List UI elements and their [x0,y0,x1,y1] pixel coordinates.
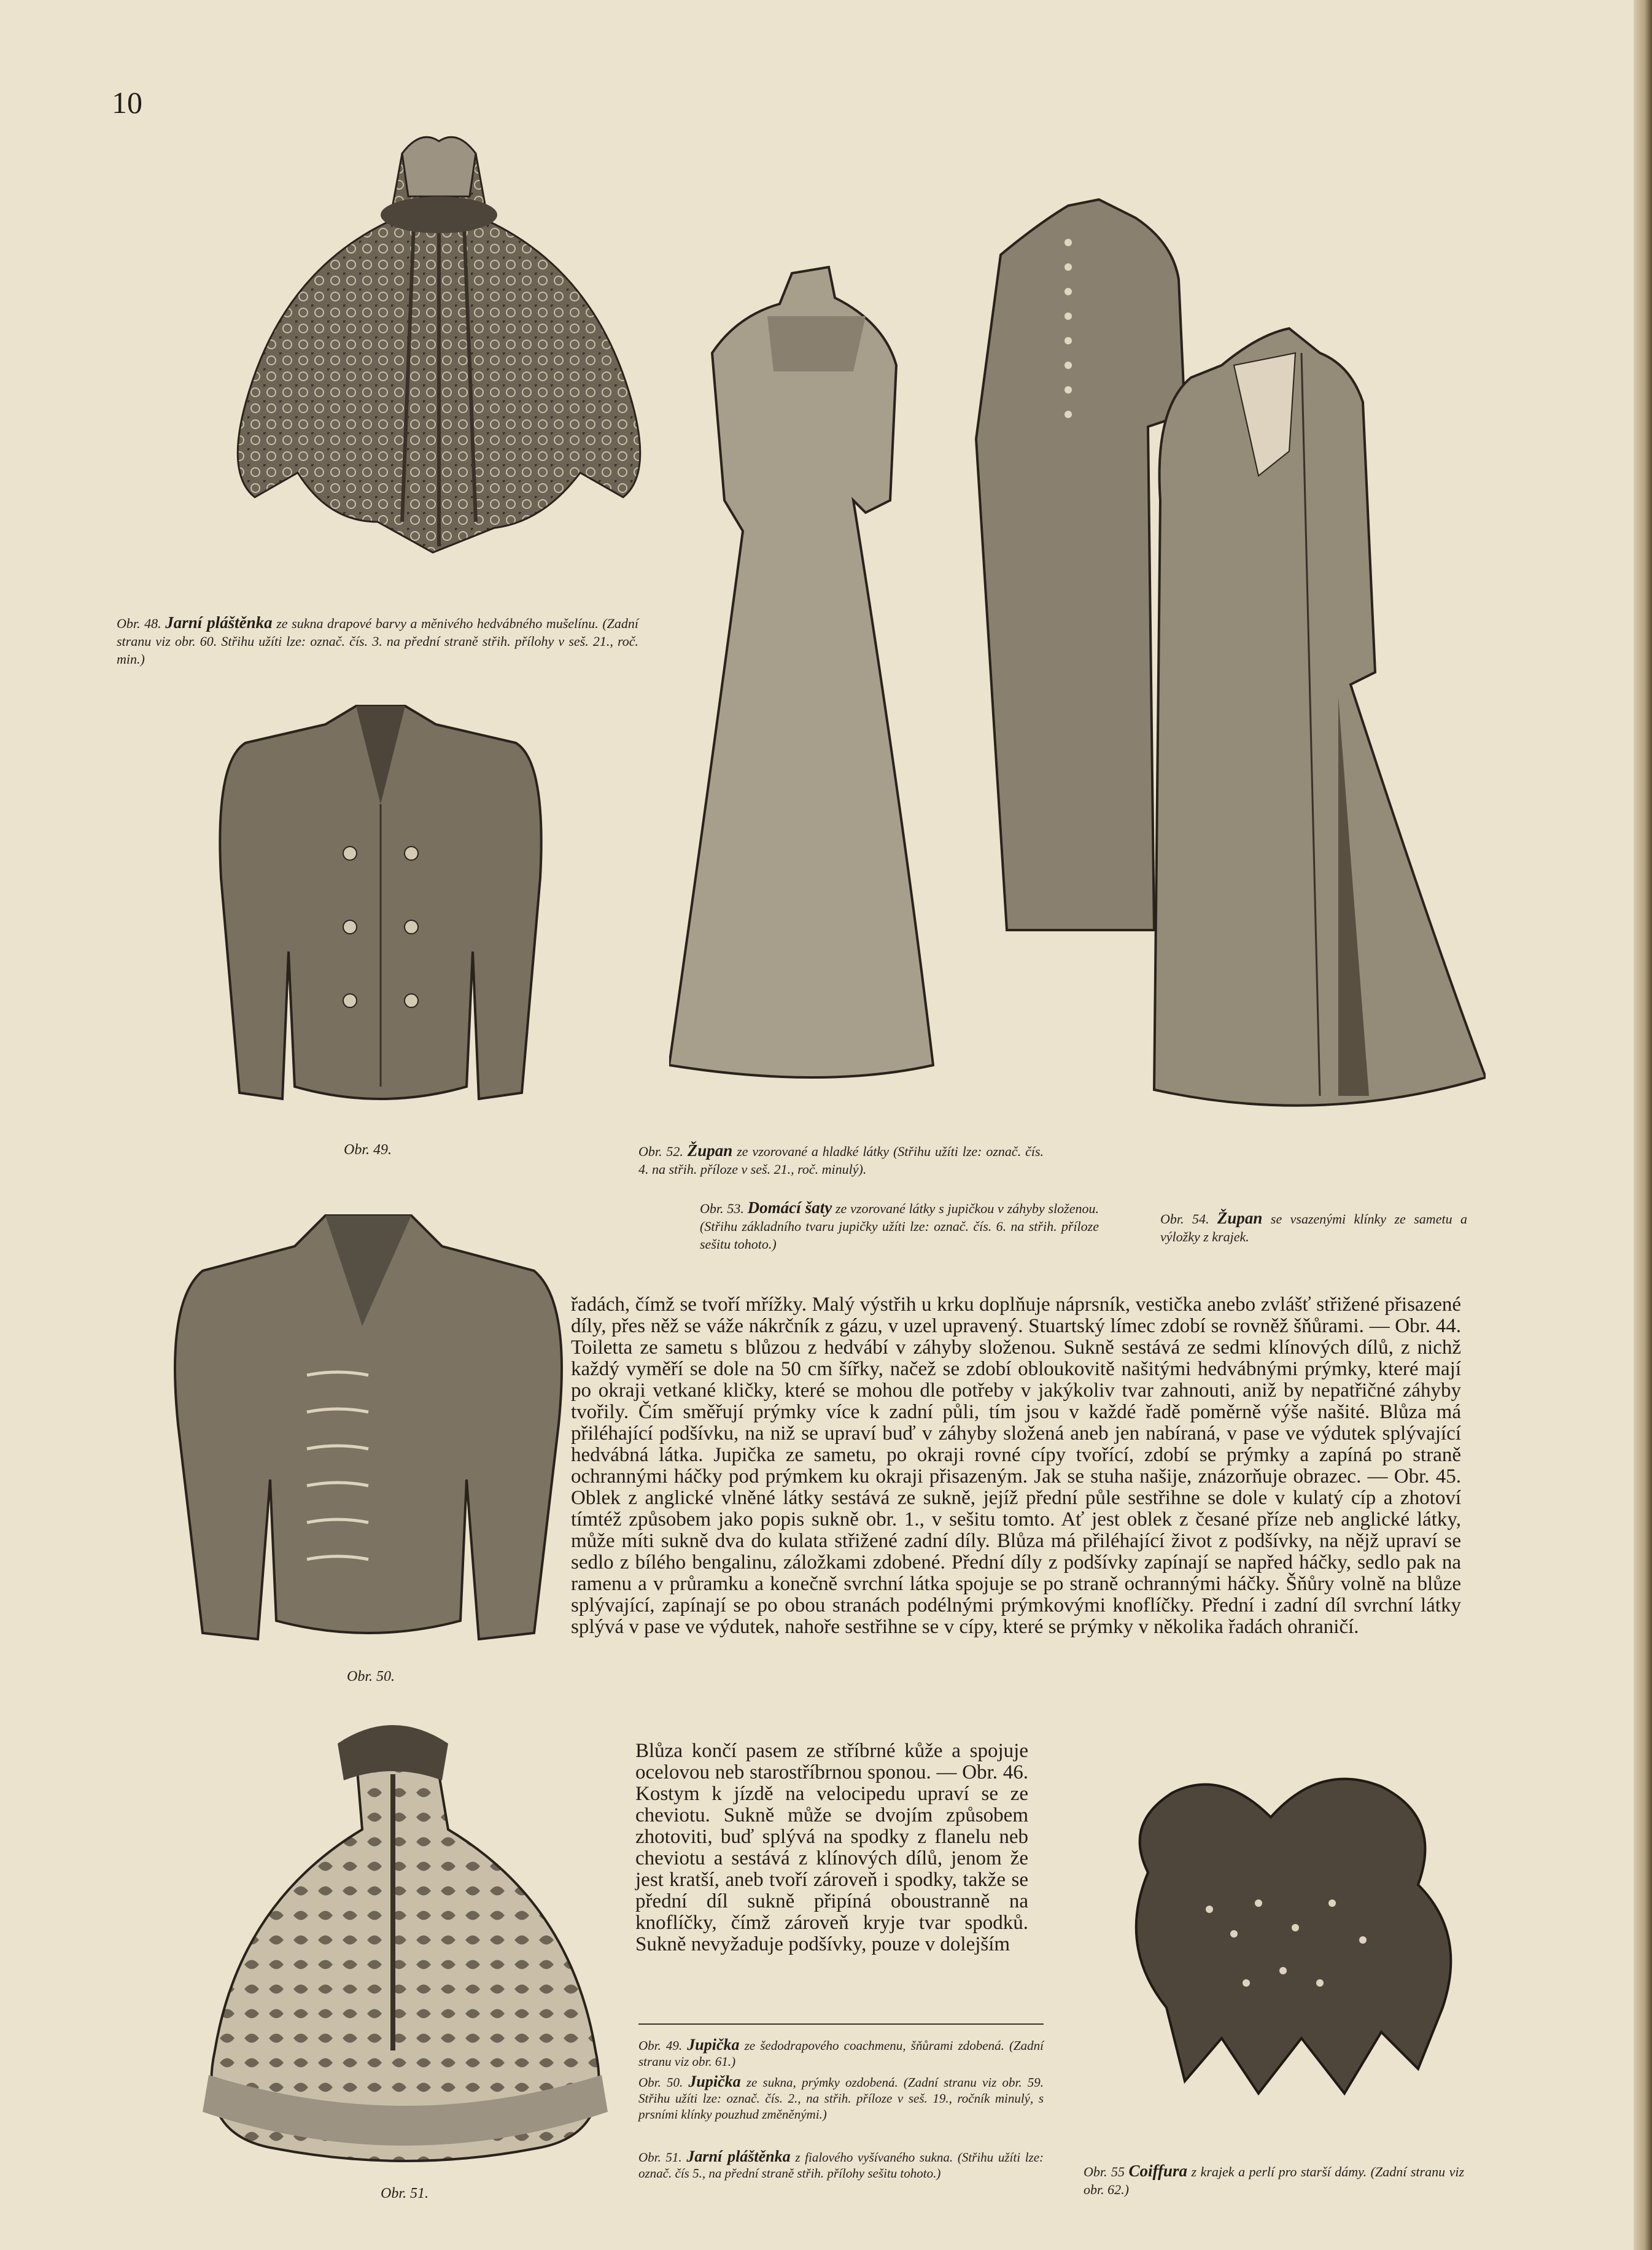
illustration-spring-cape-48 [200,129,678,571]
illustration-dressing-gowns-52-54 [669,132,1486,1139]
caption-figure-50-description: Obr. 50. Jupička ze sukna, prýmky ozdobená. (Zadní stranu viz obr. 59. Střihu užíti lze: označ. čís. 2., na střih. příloze v seš. 19., ročník minulý, s prsními klínky pouzhud změněnými.) [638,2073,1044,2122]
caption-figure-52: Obr. 52. Župan ze vzorované a hladké látky (Střihu užíti lze: označ. čís. 4. na střih. příloze v seš. 21., roč. minulý). [638,1141,1044,1177]
illustration-spring-cape-51 [190,1707,620,2173]
illustration-coiffure-55 [1099,1750,1467,2118]
page-edge-binding [1634,0,1652,2250]
illustration-jacket-50 [166,1191,571,1658]
label-figure-51: Obr. 51. [381,2186,429,2202]
caption-figure-49-description: Obr. 49. Jupička ze šedodrapového coachmenu, šňůrami zdobená. (Zadní stranu viz obr. 61.) [638,2036,1044,2069]
caption-figure-48: Obr. 48. Jarní pláštěnka ze sukna drapové barvy a měnivého hedvábného mušelínu. (Zadní stranu viz obr. 60. Střihu užíti lze: označ. čís. 3. na přední straně střih. přílohy v seš. 21., roč. min.) [117,613,639,667]
caption-figure-55: Obr. 55 Coiffura z krajek a perlí pro starší dámy. (Zadní stranu viz obr. 62.) [1084,2162,1465,2197]
caption-figure-54: Obr. 54. Župan se vsazenými klínky ze sametu a výložky z krajek. [1160,1209,1468,1244]
illustration-jacket-49 [203,694,559,1123]
label-figure-50: Obr. 50. [347,1669,395,1685]
article-text-narrow: Blůza končí pasem ze stříbrné kůže a spojuje ocelovou neb starostříbrnou sponou. — Obr. 46. Kostym k jízdě na velocipedu upraví se ze cheviotu. Sukně může se dvojím způsobem zhotoviti, buď splývá na spodky z flanelu neb cheviotu a sestává z klínových dílů, jenom že jest kratší, aneb tvoří zároveň i spodky, takže se přední díl sukně připíná oboustranně na knoflíčky, čímž zároveň kryje tvar spodků. Sukně nevyžaduje podšívky, pouze v dolejším [635,1740,1028,1955]
page-number: 10 [112,85,142,120]
caption-figure-51-description: Obr. 51. Jarní pláštěnka z fialového vyšívaného sukna. (Střihu užíti lze: označ. čís 5., na přední straně střih. přílohy sešitu tohoto.) [638,2147,1044,2181]
caption-figure-53: Obr. 53. Domácí šaty ze vzorované látky s jupičkou v záhyby složenou. (Střihu základního tvaru jupičky užíti lze: označ. čís. 6. na střih. příloze sešitu tohoto.) [700,1198,1099,1252]
article-text-wide: řadách, čímž se tvoří mřížky. Malý výstřih u krku doplňuje náprsník, vestička anebo zvlášť střižené přisazené díly, přes něž se váže nákrčník z gázu, v uzel upravený. Stuartský límec zdobí se rovněž šňůrami. — Obr. 44. Toiletta ze sametu s blůzou z hedvábí v záhyby složenou. Sukně sestává ze sedmi klínových dílů, z nichž každý vyměří se dole na 50 cm šířky, načež se zdobí obloukovitě našitými hedvábnými prýmky, které mají po okraji vetkané kličky, které se mohou dle potřeby v jakýkoliv tvar zahnouti, aniž by nepatřičné záhyby tvořily. Čím směřují prýmky více k zadní půli, tím jsou v každé řadě poměrně výše našité. Blůza má přiléhající podšívku, na niž se upraví buď v záhyby složená aneb jen nabíraná, v pase ve výdutek splývající hedvábná látka. Jupička ze sametu, po okraji rovné cípy tvořící, zdobí se prýmky a zapíná po straně ochrannými háčky pod prýmkem ku okraji přisazeným. Jak se stuha našije, znázorňuje obrazec. — Obr. 45. Oblek z anglické vlněné látky sestává ze sukně, jejíž přední půle sestřihne se dole v kulatý cíp a zhotoví tímtéž způsobem jako popis sukně obr. 1., v sešitu tomto. Ať jest oblek z česané příze neb anglické látky, může míti sukně dva do kulata střižené zadní díly. Blůza má přiléhající život z podšívky, na nějž upraví se sedlo z bílého bengalinu, záložkami zdobené. Přední díly z podšívky zapínají se napřed háčky, sedlo pak na ramenu a v průramku a konečně svrchní látka spojuje se po straně ochrannými háčky. Šňůry volně na blůze splývající, zapínají se po obou stranách podélnými prýmkovými knoflíčky. Přední i zadní díl svrchní látky splývá v pase ve výdutek, nahoře sestřihne se v cípy, které se prýmky v několika řadách ohraničí. [571,1294,1461,1638]
label-figure-49: Obr. 49. [344,1142,392,1158]
divider-rule [638,2023,1044,2025]
